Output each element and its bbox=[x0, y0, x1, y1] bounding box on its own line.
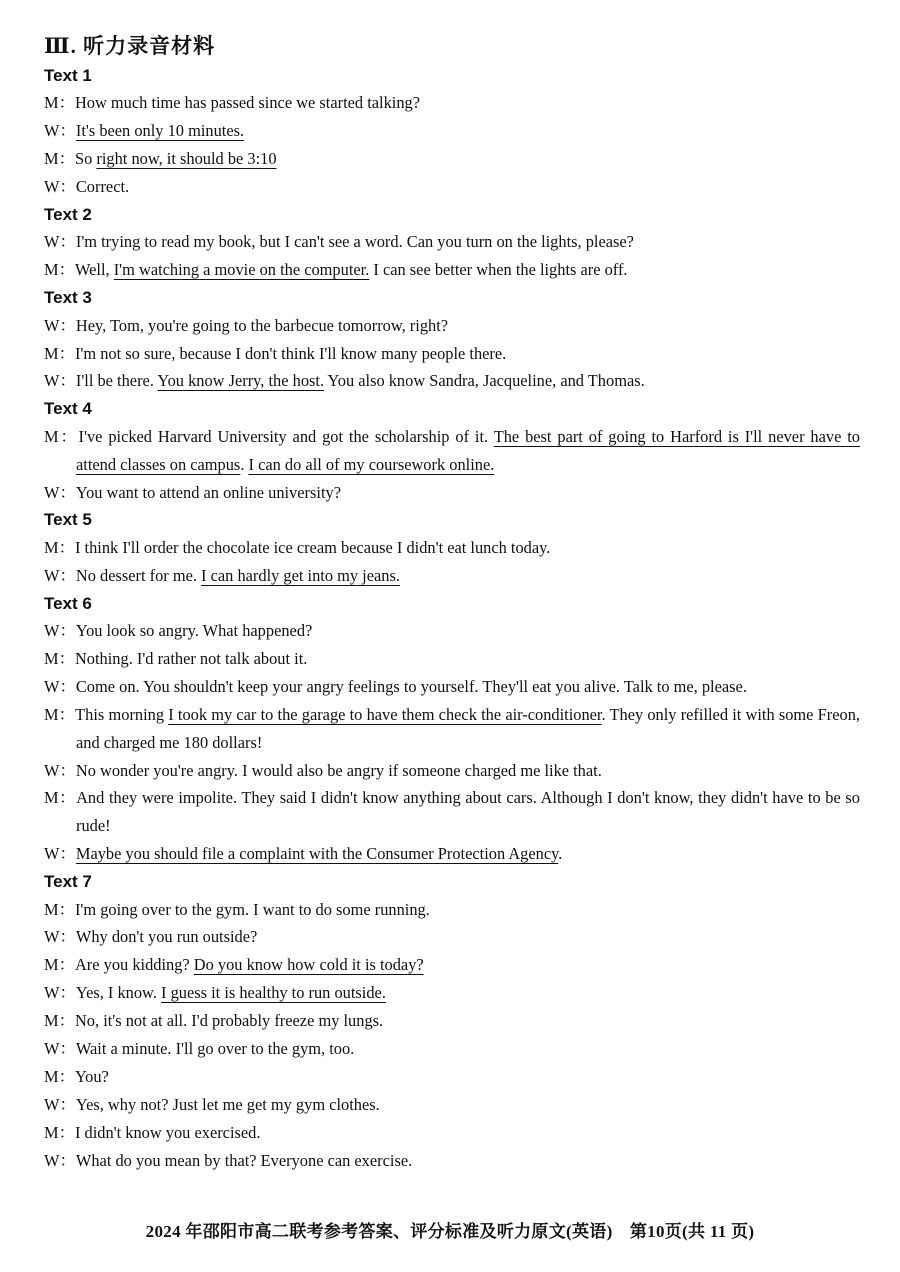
text-heading: Text 1 bbox=[44, 66, 92, 85]
underlined-answer: The best part of going to Harford is I'll never have to attend classes on campus bbox=[76, 426, 860, 474]
text-heading: Text 7 bbox=[44, 872, 92, 892]
dialogue-text: Come on. You shouldn't keep your angry feelings to yourself. They'll eat you alive. Talk to me, please. bbox=[75, 676, 747, 696]
dialogue-line bbox=[44, 1147, 860, 1175]
dialogue-line bbox=[44, 312, 860, 340]
underlined-answer: It's been only 10 minutes. bbox=[75, 121, 245, 141]
dialogue-text: No, it's not at all. I'd probably freeze my lungs. bbox=[74, 1011, 384, 1031]
dialogue-text: You want to attend an online university? bbox=[75, 482, 341, 502]
dialogue-text: Well, bbox=[74, 260, 114, 280]
dialogue-text: You look so angry. What happened? bbox=[75, 621, 313, 641]
dialogue-text: What do you mean by that? Everyone can exercise. bbox=[75, 1150, 413, 1170]
dialogue-line bbox=[44, 1119, 860, 1147]
dialogue-text: You also know Sandra, Jacqueline, and Thomas. bbox=[324, 371, 645, 391]
text-heading: Text 2 bbox=[44, 205, 92, 225]
dialogue-text: And they were impolite. They said I didn't know anything about cars. Although I don't know, they didn't have to be so rude! bbox=[76, 788, 860, 836]
dialogue-text: Correct. bbox=[75, 177, 130, 197]
speaker-label: W： bbox=[44, 121, 76, 141]
dialogue-text: Why don't you run outside? bbox=[75, 927, 258, 947]
text-heading: Text 5 bbox=[44, 510, 92, 530]
dialogue-text: I'm going over to the gym. I want to do some running. bbox=[74, 899, 430, 919]
speaker-label: M： bbox=[44, 260, 75, 280]
dialogue-line bbox=[44, 896, 860, 924]
speaker-label: M： bbox=[44, 1011, 75, 1031]
dialogue-text: You? bbox=[74, 1067, 109, 1087]
underlined-answer: Maybe you should file a complaint with the Consumer Protection Agency bbox=[75, 844, 559, 864]
text-heading: Text 4 bbox=[44, 399, 92, 419]
dialogue-line bbox=[44, 1063, 860, 1091]
dialogue-text: Yes, why not? Just let me get my gym clothes. bbox=[75, 1094, 380, 1114]
dialogue-line bbox=[44, 117, 860, 145]
speaker-label: W： bbox=[44, 1150, 76, 1170]
speaker-label: M： bbox=[44, 1122, 75, 1142]
text-section bbox=[44, 284, 860, 395]
speaker-label: M： bbox=[44, 426, 79, 446]
dialogue-line bbox=[44, 145, 860, 173]
dialogue-line bbox=[44, 228, 860, 256]
dialogue-line bbox=[44, 979, 860, 1007]
dialogue-text: Nothing. I'd rather not talk about it. bbox=[74, 648, 308, 668]
transcript-content bbox=[44, 62, 860, 1175]
speaker-label: W： bbox=[44, 177, 76, 197]
speaker-label: W： bbox=[44, 482, 76, 502]
speaker-label: M： bbox=[44, 788, 77, 808]
speaker-label: W： bbox=[44, 565, 76, 585]
dialogue-text: I'm not so sure, because I don't think I'll know many people there. bbox=[74, 343, 507, 363]
speaker-label: W： bbox=[44, 621, 76, 641]
text-section bbox=[44, 506, 860, 589]
underlined-answer: I guess it is healthy to run outside. bbox=[161, 983, 386, 1003]
text-heading: Text 6 bbox=[44, 593, 92, 613]
dialogue-text: I'm trying to read my book, but I can't see a word. Can you turn on the lights, please? bbox=[75, 232, 634, 252]
dialogue-line bbox=[44, 673, 860, 701]
dialogue-line bbox=[44, 256, 860, 284]
dialogue-text: I didn't know you exercised. bbox=[74, 1122, 261, 1142]
speaker-label: W： bbox=[44, 927, 76, 947]
dialogue-line bbox=[44, 923, 860, 951]
speaker-label: W： bbox=[44, 371, 76, 391]
text-section bbox=[44, 590, 860, 869]
dialogue-line bbox=[44, 701, 860, 757]
speaker-label: M： bbox=[44, 704, 76, 724]
speaker-label: M： bbox=[44, 648, 75, 668]
dialogue-text: Are you kidding? bbox=[74, 955, 194, 975]
speaker-label: M： bbox=[44, 93, 75, 113]
speaker-label: W： bbox=[44, 1094, 76, 1114]
speaker-label: M： bbox=[44, 149, 75, 169]
dialogue-text: Yes, I know. bbox=[75, 983, 162, 1003]
dialogue-line bbox=[44, 1091, 860, 1119]
underlined-answer: I took my car to the garage to have them check the air-conditioner bbox=[168, 704, 602, 724]
underlined-answer: I'm watching a movie on the computer. bbox=[113, 260, 370, 280]
underlined-answer: I can hardly get into my jeans. bbox=[201, 565, 400, 585]
dialogue-text: So bbox=[74, 149, 97, 169]
section-title: Ⅲ. 听力录音材料 bbox=[44, 34, 216, 58]
dialogue-line bbox=[44, 562, 860, 590]
dialogue-text: No wonder you're angry. I would also be angry if someone charged me like that. bbox=[75, 760, 602, 780]
dialogue-text: How much time has passed since we started talking? bbox=[74, 93, 420, 113]
speaker-label: W： bbox=[44, 315, 76, 335]
dialogue-text: . bbox=[558, 844, 563, 864]
underlined-answer: I can do all of my coursework online. bbox=[248, 454, 495, 474]
dialogue-text: I'll be there. bbox=[75, 371, 158, 391]
dialogue-line bbox=[44, 840, 860, 868]
dialogue-text: This morning bbox=[75, 704, 169, 724]
dialogue-line bbox=[44, 367, 860, 395]
underlined-answer: Do you know how cold it is today? bbox=[193, 955, 424, 975]
speaker-label: W： bbox=[44, 760, 76, 780]
dialogue-text: I've picked Harvard University and got the scholarship of it. bbox=[78, 426, 494, 446]
dialogue-line bbox=[44, 1035, 860, 1063]
dialogue-text: I can see better when the lights are off. bbox=[369, 260, 628, 280]
text-section bbox=[44, 62, 860, 201]
dialogue-line bbox=[44, 479, 860, 507]
text-section bbox=[44, 868, 860, 1174]
underlined-answer: right now, it should be 3:10 bbox=[96, 149, 277, 169]
speaker-label: M： bbox=[44, 955, 75, 975]
dialogue-text: . They only refilled it with some Freon, and charged me 180 dollars! bbox=[76, 704, 860, 752]
speaker-label: M： bbox=[44, 899, 75, 919]
dialogue-line bbox=[44, 340, 860, 368]
dialogue-line bbox=[44, 89, 860, 117]
speaker-label: W： bbox=[44, 232, 76, 252]
dialogue-text: Hey, Tom, you're going to the barbecue tomorrow, right? bbox=[75, 315, 449, 335]
dialogue-line bbox=[44, 617, 860, 645]
dialogue-line bbox=[44, 645, 860, 673]
text-heading: Text 3 bbox=[44, 288, 92, 308]
text-section bbox=[44, 395, 860, 506]
dialogue-line bbox=[44, 1007, 860, 1035]
dialogue-line bbox=[44, 423, 860, 479]
dialogue-text: . bbox=[240, 454, 249, 474]
underlined-answer: You know Jerry, the host. bbox=[157, 371, 325, 391]
page-footer: 2024 年邵阳市高二联考参考答案、评分标准及听力原文(英语) 第10页(共 11 页) bbox=[145, 1222, 755, 1241]
dialogue-line bbox=[44, 173, 860, 201]
dialogue-line bbox=[44, 784, 860, 840]
dialogue-text: No dessert for me. bbox=[75, 565, 202, 585]
speaker-label: M： bbox=[44, 1067, 75, 1087]
speaker-label: W： bbox=[44, 1039, 76, 1059]
dialogue-line bbox=[44, 534, 860, 562]
dialogue-text: I think I'll order the chocolate ice cream because I didn't eat lunch today. bbox=[74, 537, 551, 557]
speaker-label: W： bbox=[44, 676, 76, 696]
text-section bbox=[44, 201, 860, 284]
speaker-label: W： bbox=[44, 983, 76, 1003]
speaker-label: M： bbox=[44, 537, 75, 557]
speaker-label: W： bbox=[44, 844, 76, 864]
dialogue-line bbox=[44, 757, 860, 785]
dialogue-line bbox=[44, 951, 860, 979]
dialogue-text: Wait a minute. I'll go over to the gym, too. bbox=[75, 1039, 355, 1059]
speaker-label: M： bbox=[44, 343, 75, 363]
